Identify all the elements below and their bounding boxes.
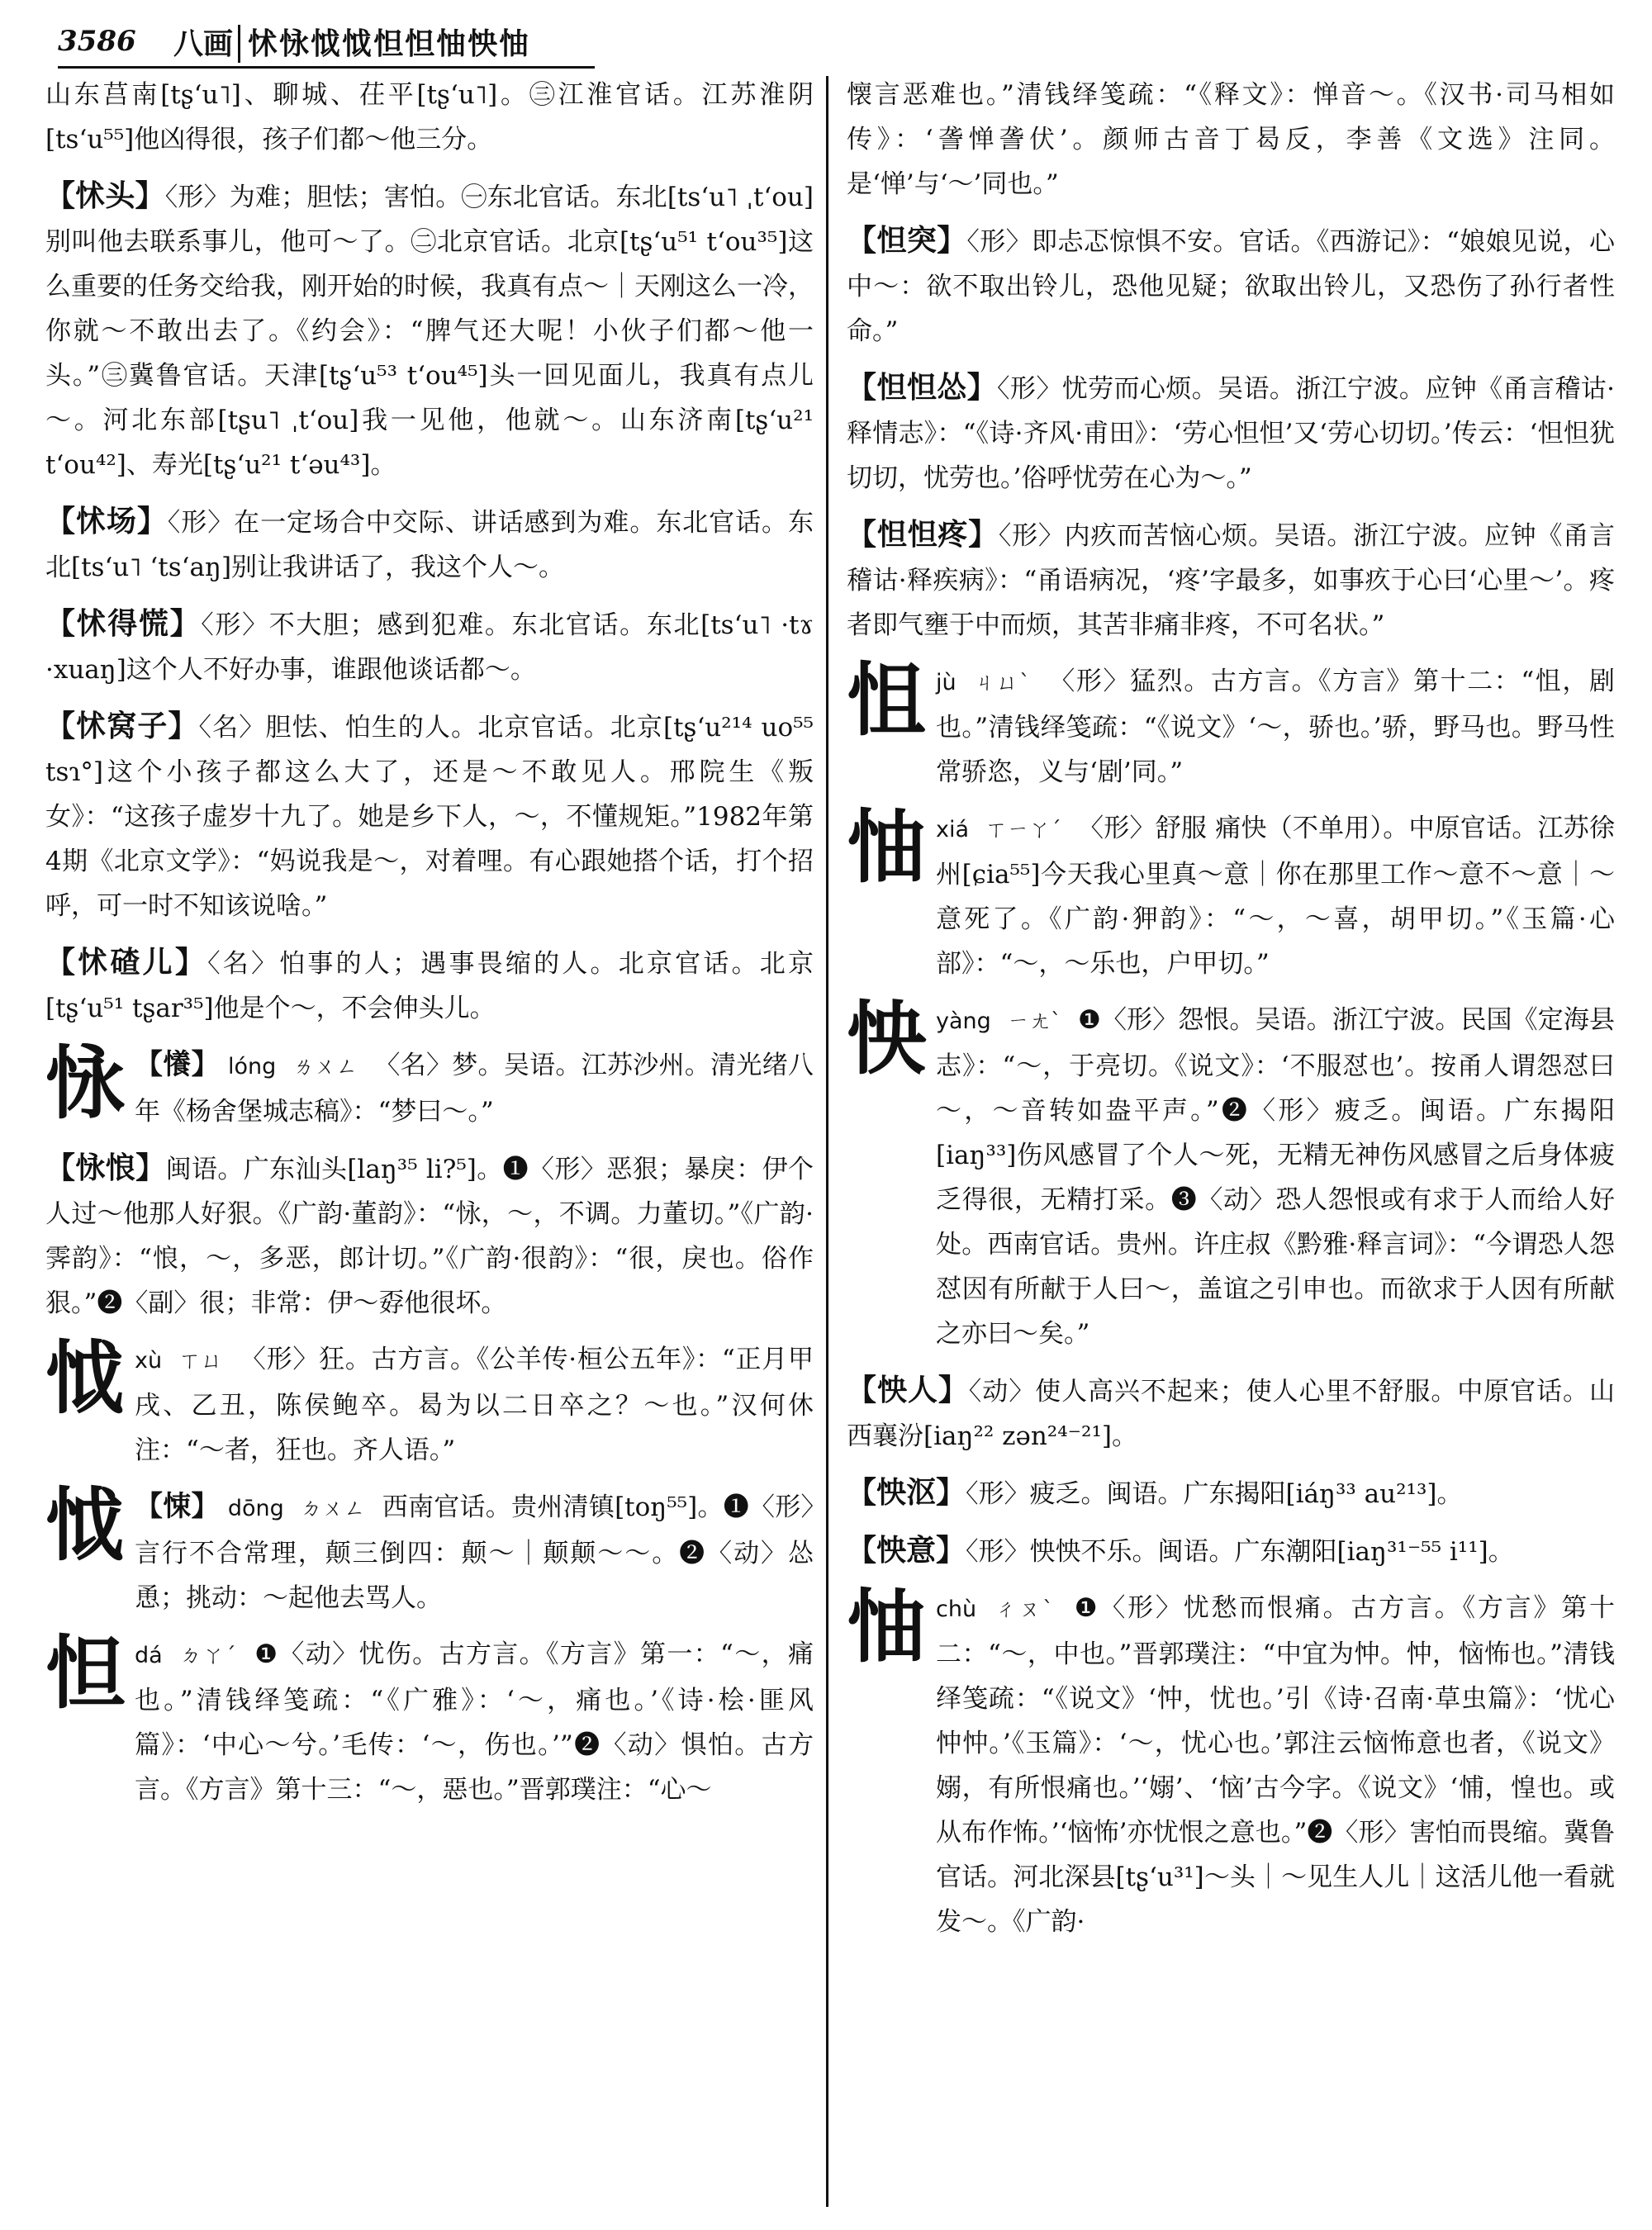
page-number: 3586 bbox=[58, 25, 136, 58]
entry-definition: ❶〈动〉忧伤。古方言。《方言》第一：“～，痛也。”清钱绎笺疏：“《广雅》：‘～，痛也。’《诗·桧·匪风篇》：‘中心～兮。’毛传：‘～，伤也。’”❷〈动〉惧怕。古方言。《方言》第十三：“～，惡也。”晋郭璞注：“心～ bbox=[135, 1639, 814, 1805]
entry-definition: 〈名〉梦。吴语。江苏沙州。清光绪八年《杨舍堡城志稿》：“梦曰～。” bbox=[135, 1051, 814, 1127]
entry-definition: 〈名〉怕事的人；遇事畏缩的人。北京官话。北京[tʂ‘u⁵¹ tʂar³⁵]他是个～，不会伸头儿。 bbox=[45, 949, 814, 1023]
zhuyin: ㄐㄩˋ bbox=[974, 671, 1032, 695]
head-character-entry bbox=[45, 1331, 814, 1473]
entry-definition: 〈形〉舒服 痛快（不单用）。中原官话。江苏徐州[ɕia⁵⁵]今天我心里真～意｜你在那里工作～意不～意｜～意死了。《广韵·狎韵》：“～，～喜，胡甲切。”《玉篇·心部》：“～，～乐也，户甲切。” bbox=[936, 814, 1615, 979]
entry-definition: 〈形〉不大胆；感到犯难。东北官话。东北[ts‘u˥ ·tɤ ·xuaŋ]这个人不好办事，谁跟他谈话都～。 bbox=[45, 610, 814, 685]
entry-headword: 【怵得慌】 bbox=[45, 606, 202, 641]
dictionary-entry bbox=[847, 1528, 1615, 1574]
entry-definition: 西南官话。贵州清镇[toŋ⁵⁵]。❶〈形〉言行不合常理，颠三倒四：颠～｜颠颠～～。❷〈动〉怂恿；挑动：～起他去骂人。 bbox=[135, 1492, 814, 1613]
zhuyin: ㄌㄨㄥ bbox=[292, 1055, 358, 1079]
pinyin: chù bbox=[936, 1597, 977, 1622]
entry-definition: 〈形〉内疚而苦恼心烦。吴语。浙江宁波。应钟《甬言稽诂·释疾病》：“甬语病况，‘疼’字最多，如事疚于心曰‘心里～’。疼者即气壅于中而烦，其苦非痛非疼，不可名状。” bbox=[847, 521, 1615, 640]
entry-headword: 【怛怛疼】 bbox=[847, 517, 999, 552]
zhuyin: ㄒㄩ bbox=[178, 1349, 224, 1374]
header-divider bbox=[238, 25, 240, 63]
entry-definition: 〈形〉猛烈。古方言。《方言》第十二：“怚，剧也。”清钱绎笺疏：“《说文》‘～，骄也。’骄，野马也。野马性常骄恣，义与‘剧’同。” bbox=[936, 667, 1615, 787]
header-rule bbox=[58, 66, 595, 69]
entry-headword: 【怏意】 bbox=[847, 1533, 966, 1568]
entry-headword: 【怵头】 bbox=[45, 178, 165, 213]
head-character: 怴 bbox=[45, 1478, 125, 1572]
head-character: 怴 bbox=[45, 1331, 125, 1425]
left-column bbox=[45, 73, 814, 2212]
head-character-entry bbox=[847, 992, 1615, 1356]
entry-headword: 【怺悢】 bbox=[45, 1151, 166, 1185]
entry-definition: 〈形〉狂。古方言。《公羊传·桓公五年》：“正月甲戌、乙丑，陈侯鲍卒。曷为以二日卒之？～也。”汉何休注：“～者，狂也。齐人语。” bbox=[135, 1345, 814, 1465]
entry-definition: 〈形〉在一定场合中交际、讲话感到为难。东北官话。东北[ts‘u˥ ‘ts‘aŋ]别让我讲话了，我这个人～。 bbox=[45, 508, 814, 582]
head-character-entry bbox=[847, 800, 1615, 986]
dictionary-entry bbox=[45, 601, 814, 692]
pinyin: xiá bbox=[936, 817, 970, 842]
page-header bbox=[58, 15, 1611, 68]
variant-form: 【悚】 bbox=[135, 1490, 220, 1523]
section-label: 八画 bbox=[173, 26, 234, 61]
zhuyin: ㄒㄧㄚˊ bbox=[985, 818, 1061, 842]
entry-definition: 〈形〉即忐忑惊惧不安。官话。《西游记》：“娘娘见说，心中～：欲不取出铃儿，恐他见疑；欲取出铃儿，又恐伤了孙行者性命。” bbox=[847, 227, 1615, 346]
entry-definition: 〈名〉胆怯、怕生的人。北京官话。北京[tʂ‘u²¹⁴ uo⁵⁵ tsɿ°]这个小孩子都这么大了，还是～不敢见人。邢院生《叛女》：“这孩子虚岁十九了。她是乡下人，～，不懂规矩。”1982年第4期《北京文学》：“妈说我是～，对着哩。有心跟她搭个话，打个招呼，可一时不知该说啥。” bbox=[45, 713, 814, 921]
entry-definition: ❶〈形〉怨恨。吴语。浙江宁波。民国《定海县志》：“～，于亮切。《说文》：‘不服怼也’。按甬人谓怨怼曰～，～音转如盎平声。”❷〈形〉疲乏。闽语。广东揭阳[iaŋ³³]伤风感冒了个人～死，无精无神伤风感冒之后身体疲乏得很，无精打采。❸〈动〉恐人怨恨或有求于人而给人好处。西南官话。贵州。许庄叔《黔雅·释言词》：“今谓恐人怨怼因有所献于人曰～，盖谊之引申也。而欲求于人因有所献之亦曰～矣。” bbox=[936, 1005, 1615, 1349]
head-character: 怺 bbox=[45, 1037, 125, 1130]
right-column bbox=[847, 73, 1615, 2212]
dictionary-entry bbox=[847, 1368, 1615, 1459]
continuation-text: 山东莒南[tʂ‘u˥]、聊城、茌平[tʂ‘u˥]。㊂江淮官话。江苏淮阴[ts‘u⁵⁵]他凶得很，孩子们都～他三分。 bbox=[45, 80, 814, 154]
dictionary-entry bbox=[847, 512, 1615, 648]
head-character-entry bbox=[847, 653, 1615, 795]
dictionary-entry bbox=[45, 940, 814, 1031]
entry-definition: 〈形〉为难；胆怯；害怕。㊀东北官话。东北[ts‘u˥ ˌt‘ou]别叫他去联系事儿，他可～了。㊁北京官话。北京[tʂ‘u⁵¹ t‘ou³⁵]这么重要的任务交给我，刚开始的时候，我真有点～｜天刚这么一冷，你就～不敢出去了。《约会》：“脾气还大呢！小伙子们都～他一头。”㊂冀鲁官话。天津[tʂ‘u⁵³ t‘ou⁴⁵]头一回见面儿，我真有点儿～。河北东部[tʂu˥ ˌt‘ou]我一见他，他就～。山东济南[tʂ‘u²¹ t‘ou⁴²]、寿光[tʂ‘u²¹ t‘əu⁴³]。 bbox=[45, 183, 814, 480]
zhuyin: ㄉㄚˊ bbox=[179, 1644, 237, 1668]
pinyin: xù bbox=[135, 1348, 163, 1374]
dictionary-entry bbox=[847, 1470, 1615, 1516]
zhuyin: ㄧㄤˋ bbox=[1007, 1009, 1062, 1034]
dictionary-entry bbox=[45, 704, 814, 928]
variant-form: 【懩】 bbox=[135, 1048, 220, 1081]
dictionary-entry bbox=[45, 173, 814, 487]
pinyin: yàng bbox=[936, 1008, 991, 1034]
head-character: 怛 bbox=[45, 1626, 125, 1720]
continuation-text: 懐言恶难也。”清钱绎笺疏：“《释文》：惮音～。《汉书·司马相如传》：‘詟惮詟伏’。颜师古音丁曷反，李善《文选》注同。是‘惮’与‘～’同也。” bbox=[847, 80, 1615, 199]
head-character: 怞 bbox=[847, 800, 926, 894]
entry-definition: 〈形〉怏怏不乐。闽语。广东潮阳[iaŋ³¹⁻⁵⁵ i¹¹]。 bbox=[966, 1537, 1514, 1567]
entry-definition: 〈形〉忧劳而心烦。吴语。浙江宁波。应钟《甬言稽诂·释情志》：“《诗·齐风·甫田》：‘劳心怛怛’又‘劳心切切。’传云：‘怛怛犹切切，忧劳也。’俗呼忧劳在心为～。” bbox=[847, 374, 1615, 493]
head-character-entry bbox=[45, 1037, 814, 1134]
dictionary-entry bbox=[847, 365, 1615, 501]
dictionary-entry bbox=[45, 1146, 814, 1326]
zhuyin: ㄉㄨㄥ bbox=[300, 1497, 366, 1521]
entry-headword: 【怏人】 bbox=[847, 1373, 969, 1407]
pinyin: lóng bbox=[228, 1054, 277, 1079]
entry-headword: 【怏沤】 bbox=[847, 1475, 966, 1510]
entry-headword: 【怵碴儿】 bbox=[45, 945, 208, 980]
column-divider bbox=[826, 76, 828, 2207]
pinyin: jù bbox=[936, 670, 957, 695]
head-character: 怚 bbox=[847, 653, 926, 747]
entry-headword: 【怵场】 bbox=[45, 504, 168, 539]
entry-headword: 【怛突】 bbox=[847, 223, 967, 258]
zhuyin: ㄔㄡˋ bbox=[995, 1597, 1056, 1622]
head-character: 怞 bbox=[847, 1580, 926, 1673]
pinyin: dōng bbox=[227, 1496, 284, 1521]
entry-definition: 〈动〉使人高兴不起来；使人心里不舒服。中原官话。山西襄汾[iaŋ²² zən²⁴⁻²¹]。 bbox=[847, 1377, 1615, 1451]
head-character-entry bbox=[847, 1580, 1615, 1944]
entry-definition: ❶〈形〉忧愁而恨痛。古方言。《方言》第十二：“～，中也。”晋郭璞注：“中宜为忡。忡，恼怖也。”清钱绎笺疏：“《说文》‘忡，忧也。’引《诗·召南·草虫篇》：‘忧心忡忡。’《玉篇》：‘～，忧心也。’郭注云恼怖意也者，《说文》嫋，有所恨痛也。’‘嫋’、‘恼’古今字。《说文》‘悑，惶也。或从布作怖。’‘恼怖’亦忧恨之意也。”❷〈形〉害怕而畏缩。冀鲁官话。河北深县[tʂ‘u³¹]～头｜～见生人儿｜这活儿他一看就发～。《广韵· bbox=[936, 1593, 1615, 1937]
pinyin: dá bbox=[135, 1643, 163, 1668]
dictionary-entry bbox=[847, 218, 1615, 353]
head-character-entry bbox=[45, 1478, 814, 1620]
entry-definition: 闽语。广东汕头[laŋ³⁵ li?⁵]。❶〈形〉恶狠；暴戾：伊个人过～他那人好狠。《广韵·董韵》：“怺，～，不调。力董切。”《广韵·霁韵》：“悢，～，多恶，郎计切。”《广韵·很韵》：“很，戾也。俗作狠。”❷〈副〉很；非常：伊～孬他很坏。 bbox=[45, 1155, 814, 1318]
head-character-entry bbox=[45, 1626, 814, 1812]
head-character: 怏 bbox=[847, 992, 926, 1085]
entry-headword: 【怵窝子】 bbox=[45, 709, 199, 743]
dictionary-entry bbox=[45, 499, 814, 590]
entry-headword: 【怛怛怂】 bbox=[847, 370, 998, 405]
entry-definition: 〈形〉疲乏。闽语。广东揭阳[iáŋ³³ au²¹³]。 bbox=[966, 1479, 1463, 1509]
header-characters: 怵怺怴怴怛怛怞怏怞 bbox=[248, 26, 531, 61]
